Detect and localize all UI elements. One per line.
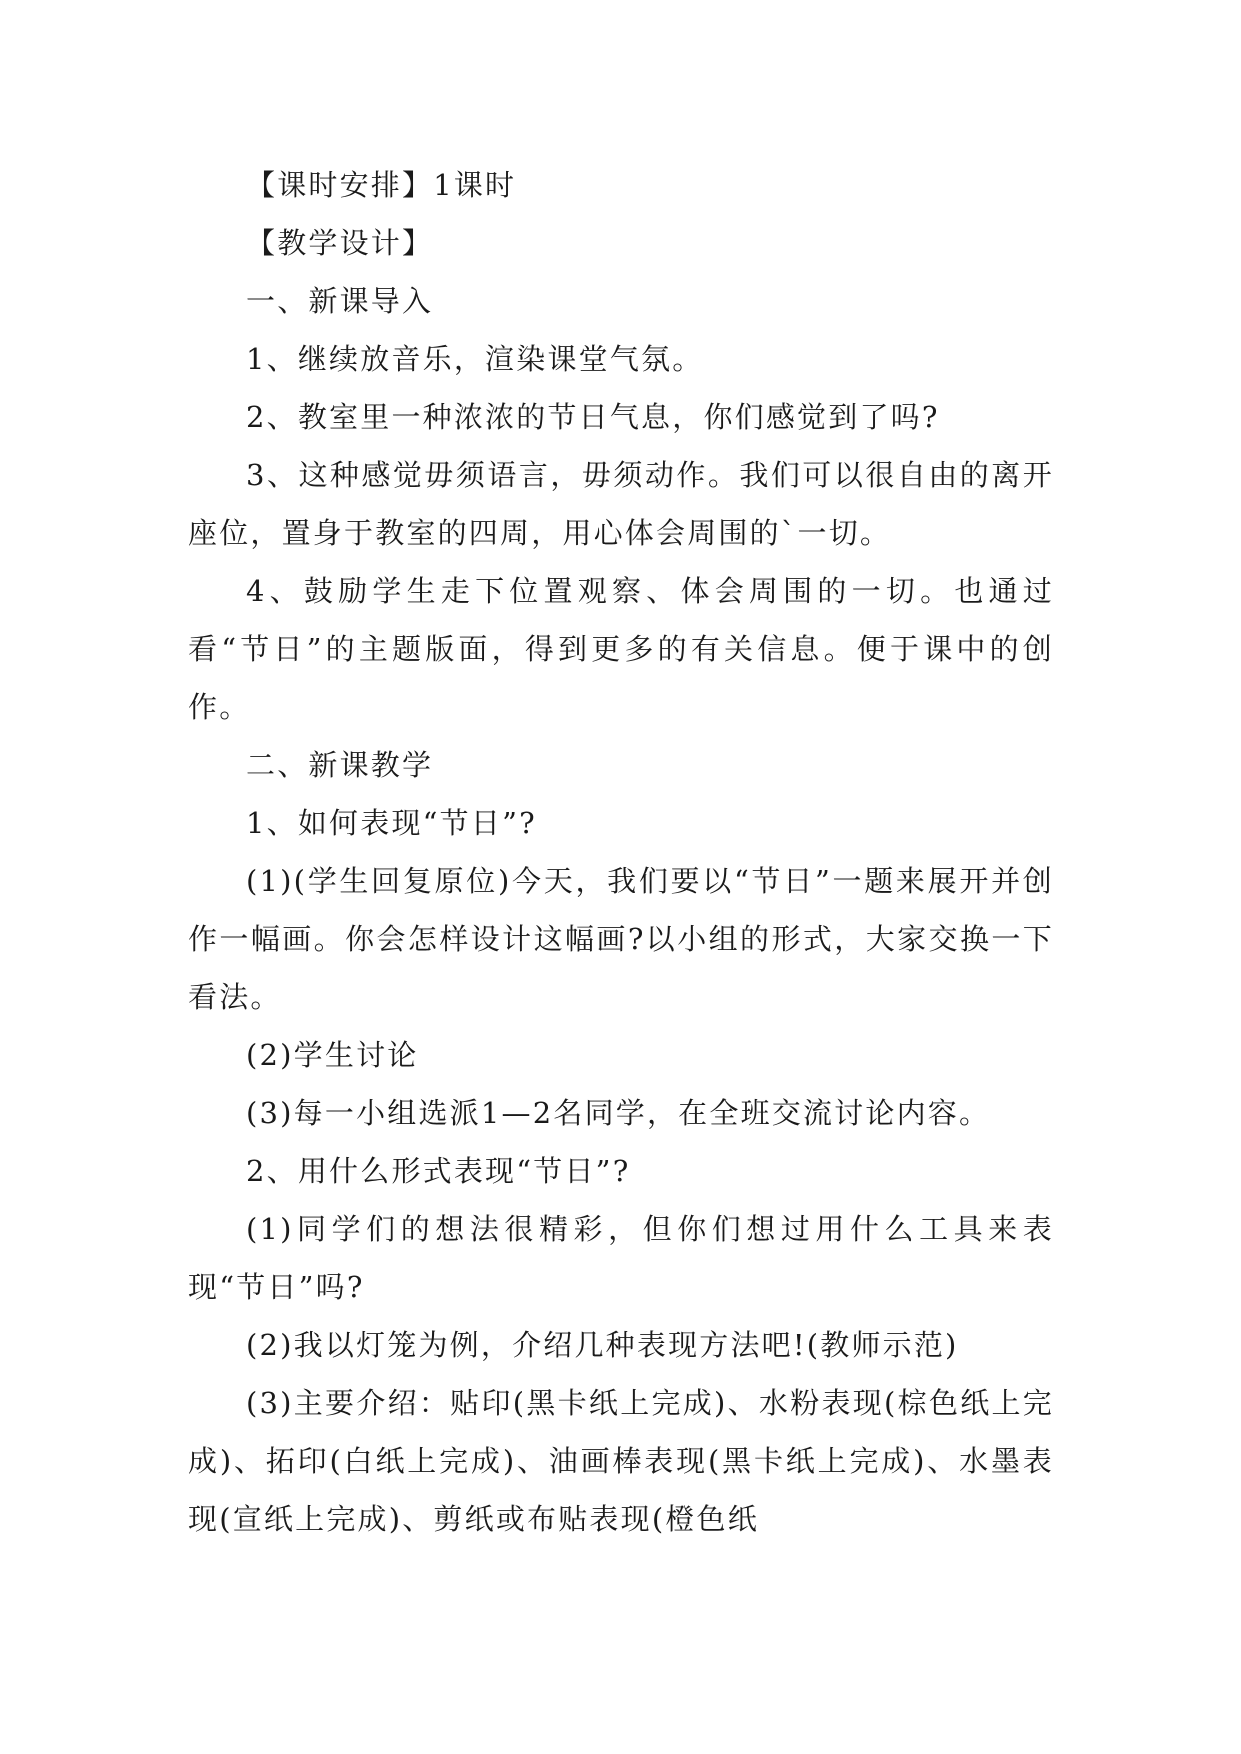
section-heading-schedule: 【课时安排】1课时 xyxy=(246,168,517,202)
paragraph: (3)每一小组选派1—2名同学，在全班交流讨论内容。 xyxy=(246,1096,991,1130)
paragraph: (2)学生讨论 xyxy=(246,1038,419,1072)
section-heading-design: 【教学设计】 xyxy=(246,226,434,260)
paragraph: 2、用什么形式表现“节日”? xyxy=(246,1154,631,1188)
paragraph: 1、继续放音乐，渲染课堂气氛。 xyxy=(246,342,704,376)
paragraph: 1、如何表现“节日”? xyxy=(246,806,537,840)
section-heading-teaching: 二、新课教学 xyxy=(246,748,434,782)
paragraph: (3)主要介绍：贴印(黑卡纸上完成)、水粉表现(棕色纸上完成)、拓印(白纸上完成)、油画棒表现(黑卡纸上完成)、水墨表现(宣纸上完成)、剪纸或布贴表现(橙色纸 xyxy=(188,1386,1054,1536)
paragraph: (2)我以灯笼为例，介绍几种表现方法吧!(教师示范) xyxy=(246,1328,959,1362)
paragraph: 2、教室里一种浓浓的节日气息，你们感觉到了吗? xyxy=(246,400,940,434)
paragraph: (1)同学们的想法很精彩，但你们想过用什么工具来表现“节日”吗? xyxy=(188,1212,1054,1304)
paragraph: 4、鼓励学生走下位置观察、体会周围的一切。也通过看“节日”的主题版面，得到更多的有关信息。便于课中的创作。 xyxy=(188,574,1054,724)
section-heading-intro: 一、新课导入 xyxy=(246,284,434,318)
document-body xyxy=(188,156,1054,1548)
paragraph: (1)(学生回复原位)今天，我们要以“节日”一题来展开并创作一幅画。你会怎样设计这幅画?以小组的形式，大家交换一下看法。 xyxy=(188,864,1054,1014)
paragraph: 3、这种感觉毋须语言，毋须动作。我们可以很自由的离开座位，置身于教室的四周，用心体会周围的`一切。 xyxy=(188,458,1054,550)
